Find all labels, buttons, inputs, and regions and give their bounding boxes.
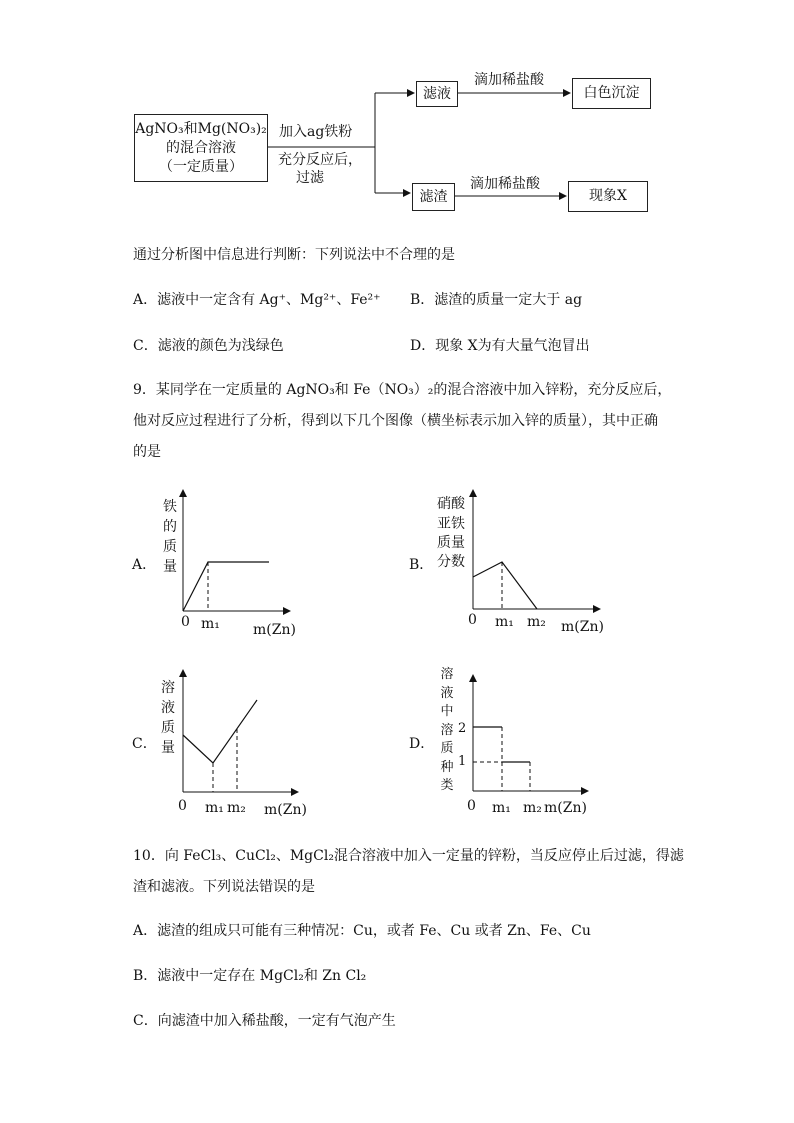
arrow-top-label: 加入ag铁粉 (279, 124, 353, 140)
q9-line-3: 的是 (133, 444, 161, 460)
graph-c-ylabel: 溶液质量 (161, 680, 175, 756)
q10-line-2: 渣和滤液。下列说法错误的是 (133, 879, 315, 895)
q10-option-b: B．滤液中一定存在 MgCl₂和 Zn Cl₂ (133, 968, 367, 984)
graph-d-origin: 0 (467, 798, 476, 814)
start-line-2: 的混合溶液 (166, 139, 236, 156)
graph-d-m1: m₁ (492, 800, 511, 816)
graph-a-plot (170, 485, 300, 625)
start-line-3: （一定质量） (159, 158, 243, 175)
graph-d-option: D． (409, 736, 435, 752)
graph-b-m1: m₁ (495, 614, 514, 630)
graph-c-origin: 0 (178, 798, 187, 814)
graph-a-xlabel: m(Zn) (253, 622, 296, 638)
graph-b-m2: m₂ (527, 614, 546, 630)
graph-c-xlabel: m(Zn) (264, 802, 307, 818)
q10-line-1: 10．向 FeCl₃、CuCl₂、MgCl₂混合溶液中加入一定量的锌粉，当反应停止后过滤，得滤 (133, 848, 684, 864)
graph-a-m1: m₁ (201, 616, 220, 632)
q10-option-c: C．向滤渣中加入稀盐酸，一定有气泡产生 (133, 1013, 396, 1029)
graph-b-origin: 0 (468, 612, 477, 628)
q8-option-d: D．现象 X为有大量气泡冒出 (410, 338, 590, 354)
graph-c-m1: m₁ (205, 800, 224, 816)
graph-d-tick-2: 2 (458, 721, 467, 736)
start-box (134, 114, 268, 182)
graph-c-m2: m₂ (227, 800, 246, 816)
graph-b-plot (460, 485, 610, 620)
start-line-1: AgNO₃和Mg(NO₃)₂ (135, 120, 267, 137)
q8-stem: 通过分析图中信息进行判断：下列说法中不合理的是 (133, 247, 455, 263)
graph-d-plot (460, 670, 600, 800)
graph-d-ylabel: 溶液中溶质种类 (440, 667, 454, 793)
graph-a-ylabel: 铁的质量 (163, 499, 177, 575)
q8-option-a: A．滤液中一定含有 Ag⁺、Mg²⁺、Fe²⁺ (133, 292, 381, 308)
result-box-1: 白色沉淀 (572, 78, 651, 109)
q9-line-1: 9．某同学在一定质量的 AgNO₃和 Fe（NO₃）₂的混合溶液中加入锌粉，充分反应后， (133, 382, 672, 398)
graph-a-line (183, 562, 269, 611)
graph-a-option: A． (132, 557, 157, 573)
graph-c-option: C． (132, 736, 157, 752)
graph-b-line (473, 562, 537, 609)
filtrate-box: 滤液 (416, 81, 458, 107)
graph-d-tick-1: 1 (458, 754, 467, 769)
graph-b-ylabel-4: 分数 (437, 554, 465, 570)
acid-label-1: 滴加稀盐酸 (474, 72, 544, 88)
graph-b-ylabel-3: 质量 (437, 535, 465, 551)
residue-box: 滤渣 (412, 183, 455, 211)
graph-b-ylabel-1: 硝酸 (437, 496, 465, 512)
acid-label-2: 滴加稀盐酸 (470, 176, 540, 192)
arrow-bottom-label-2: 过滤 (296, 170, 324, 186)
q8-option-b: B．滤渣的质量一定大于 ag (410, 292, 583, 308)
arrow-bottom-label-1: 充分反应后， (278, 152, 362, 168)
graph-c-line (183, 700, 257, 763)
graph-c-plot (170, 665, 310, 800)
q8-option-c: C．滤液的颜色为浅绿色 (133, 338, 284, 354)
graph-d-m2: m₂ (523, 800, 542, 816)
graph-a-origin: 0 (181, 614, 190, 630)
graph-b-ylabel-2: 亚铁 (437, 516, 465, 532)
flow-connectors (0, 0, 794, 230)
graph-d-xlabel: m(Zn) (544, 800, 587, 816)
q9-line-2: 他对反应过程进行了分析，得到以下几个图像（横坐标表示加入锌的质量），其中正确 (133, 413, 658, 429)
graph-b-xlabel: m(Zn) (561, 619, 604, 635)
result-box-2: 现象X (568, 181, 648, 212)
q10-option-a: A．滤渣的组成只可能有三种情况：Cu，或者 Fe、Cu 或者 Zn、Fe、Cu (133, 923, 591, 939)
graph-b-option: B． (409, 557, 434, 573)
